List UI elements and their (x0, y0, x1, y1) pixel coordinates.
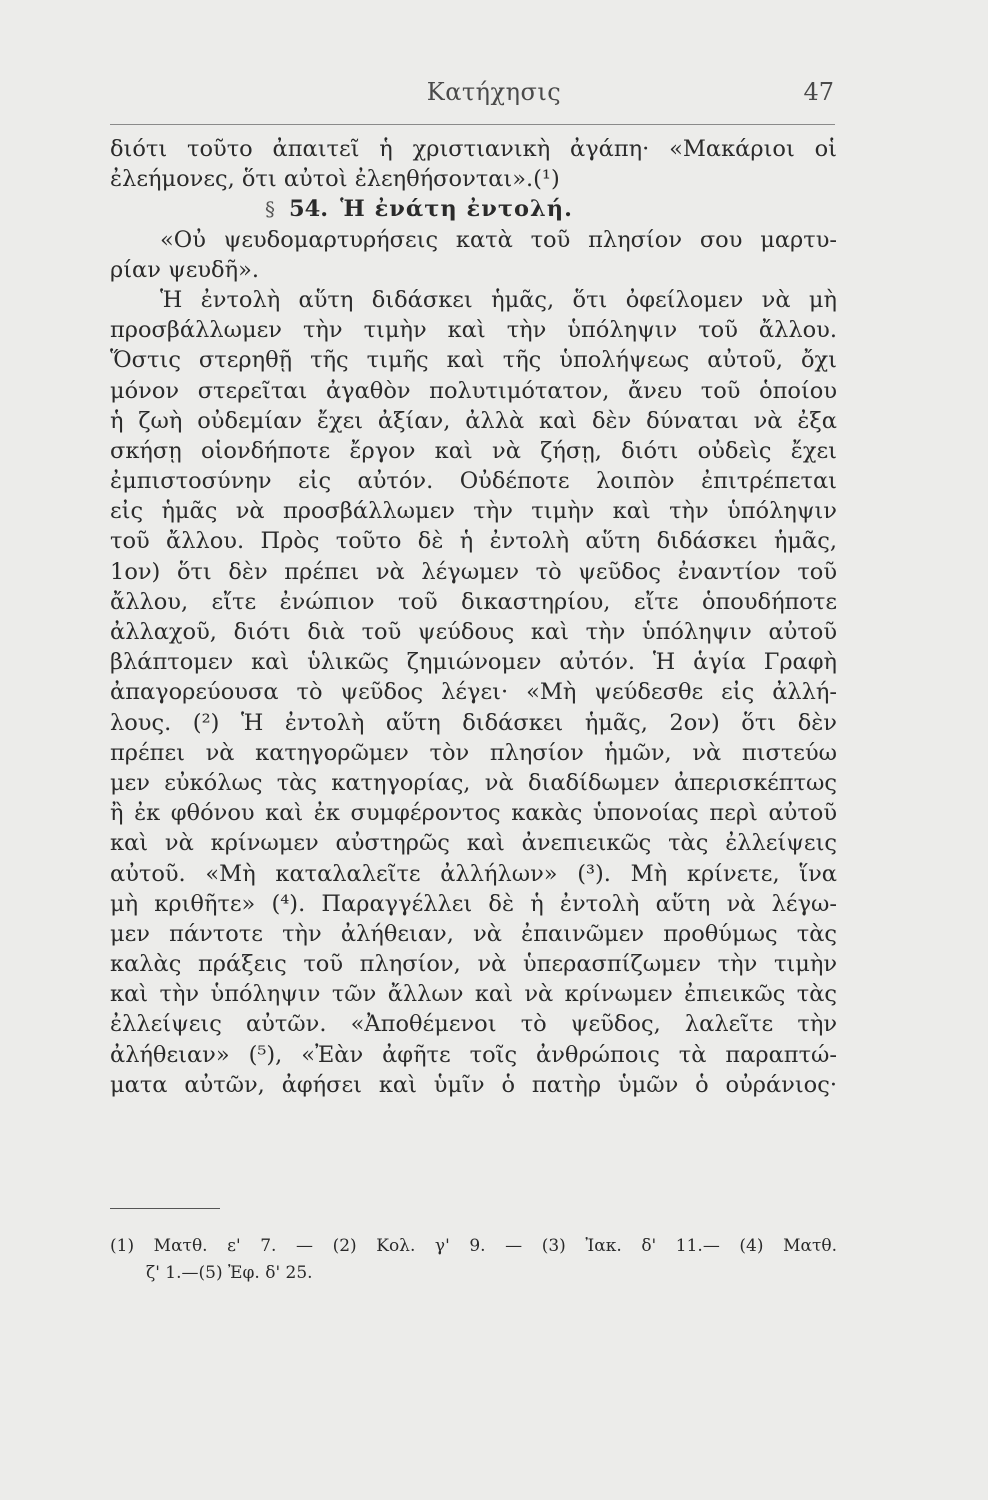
footnote-rule (110, 1208, 220, 1209)
footnote-line: ζ' 1.—(5) Ἐφ. δ' 25. (146, 1263, 313, 1283)
footnote-line: (1) Ματθ. ε' 7. — (2) Κολ. γ' 9. — (3) Ἰακ. δ' 11.— (4) Ματθ. (110, 1236, 837, 1256)
section-title: Ἡ ἐνάτη ἐντολή. (340, 196, 573, 223)
text-line: «Οὐ ψευδομαρτυρήσεις κατὰ τοῦ πλησίον σου μαρτυ- (160, 226, 837, 253)
header-rule (110, 124, 835, 125)
text-line: αὐτοῦ. «Μὴ καταλαλεῖτε ἀλλήλων» (³). Μὴ κρίνετε, ἵνα (110, 860, 837, 887)
text-line: προσβάλλωμεν τὴν τιμὴν καὶ τὴν ὑπόληψιν τοῦ ἄλλου. (110, 317, 837, 344)
text-line: ἐλεήμονες, ὅτι αὐτοὶ ἐλεηθήσονται».(¹) (110, 166, 560, 193)
text-line: λους. (²) Ἡ ἐντολὴ αὕτη διδάσκει ἡμᾶς, 2ον) ὅτι δὲν (110, 709, 837, 736)
text-line: τοῦ ἄλλου. Πρὸς τοῦτο δὲ ἡ ἐντολὴ αὕτη διδάσκει ἡμᾶς, (110, 528, 837, 555)
text-line: ἀλήθειαν» (⁵), «Ἐὰν ἀφῆτε τοῖς ἀνθρώποις τὰ παραπτώ- (110, 1041, 837, 1068)
text-line: Ὅστις στερηθῇ τῆς τιμῆς καὶ τῆς ὑπολήψεως αὐτοῦ, ὄχι (110, 347, 837, 374)
text-line: μεν εὐκόλως τὰς κατηγορίας, νὰ διαδίδωμεν ἀπερισκέπτως (110, 769, 837, 796)
text-line: Ἡ ἐντολὴ αὕτη διδάσκει ἡμᾶς, ὅτι ὀφείλομεν νὰ μὴ (160, 286, 837, 313)
section-mark: § (265, 197, 275, 222)
page-number: 47 (803, 78, 834, 106)
text-line: καλὰς πράξεις τοῦ πλησίον, νὰ ὑπερασπίζωμεν τὴν τιμὴν (110, 951, 837, 978)
text-line: ἄλλου, εἴτε ἐνώπιον τοῦ δικαστηρίου, εἴτε ὁπουδήποτε (110, 588, 837, 615)
text-line: πρέπει νὰ κατηγορῶμεν τὸν πλησίον ἡμῶν, νὰ πιστεύω (110, 739, 837, 766)
section-heading (110, 194, 837, 224)
text-line: ματα αὐτῶν, ἀφήσει καὶ ὑμῖν ὁ πατὴρ ὑμῶν ὁ οὐράνιος· (110, 1071, 837, 1098)
text-line: καὶ τὴν ὑπόληψιν τῶν ἄλλων καὶ νὰ κρίνωμεν ἐπιεικῶς τὰς (110, 981, 837, 1008)
footnotes (110, 1233, 837, 1287)
text-line: μὴ κριθῆτε» (⁴). Παραγγέλλει δὲ ἡ ἐντολὴ αὕτη νὰ λέγω- (110, 890, 837, 917)
section-number: 54. (289, 196, 329, 223)
text-line: ρίαν ψευδῆ». (110, 256, 259, 283)
text-line: ἀλλαχοῦ, διότι διὰ τοῦ ψεύδους καὶ τὴν ὑπόληψιν αὐτοῦ (110, 619, 837, 645)
text-line: εἰς ἡμᾶς νὰ προσβάλλωμεν τὴν τιμὴν καὶ τὴν ὑπόληψιν (110, 498, 837, 525)
text-line: ἐμπιστοσύνην εἰς αὐτόν. Οὐδέποτε λοιπὸν ἐπιτρέπεται (110, 468, 837, 495)
text-line: μεν πάντοτε τὴν ἀλήθειαν, νὰ ἐπαινῶμεν προθύμως τὰς (110, 920, 837, 947)
text-line: 1ον) ὅτι δὲν πρέπει νὰ λέγωμεν τὸ ψεῦδος ἐναντίον τοῦ (110, 558, 837, 585)
text-line: ἢ ἐκ φθόνου καὶ ἐκ συμφέροντος κακὰς ὑπονοίας περὶ αὐτοῦ (110, 800, 837, 827)
text-line: ἡ ζωὴ οὐδεμίαν ἔχει ἀξίαν, ἀλλὰ καὶ δὲν δύναται νὰ ἐξα (110, 407, 837, 434)
text-line: διότι τοῦτο ἀπαιτεῖ ἡ χριστιανικὴ ἀγάπη· «Μακάριοι οἱ (110, 136, 837, 162)
text-line: καὶ νὰ κρίνωμεν αὐστηρῶς καὶ ἀνεπιεικῶς τὰς ἐλλείψεις (110, 830, 837, 857)
text-line: βλάπτομεν καὶ ὑλικῶς ζημιώνομεν αὐτόν. Ἡ ἁγία Γραφὴ (110, 649, 837, 676)
text-line: μόνον στερεῖται ἀγαθὸν πολυτιμότατον, ἄνευ τοῦ ὁποίου (110, 377, 837, 404)
text-line: ἀπαγορεύουσα τὸ ψεῦδος λέγει· «Μὴ ψεύδεσθε εἰς ἀλλή- (110, 679, 837, 706)
text-line: σκήσῃ οἱονδήποτε ἔργον καὶ νὰ ζήσῃ, διότι οὐδεὶς ἔχει (110, 437, 837, 464)
running-title: Κατήχησις (426, 78, 562, 106)
text-line: ἐλλείψεις αὐτῶν. «Ἀποθέμενοι τὸ ψεῦδος, λαλεῖτε τὴν (110, 1011, 837, 1038)
body-text (110, 134, 837, 1100)
